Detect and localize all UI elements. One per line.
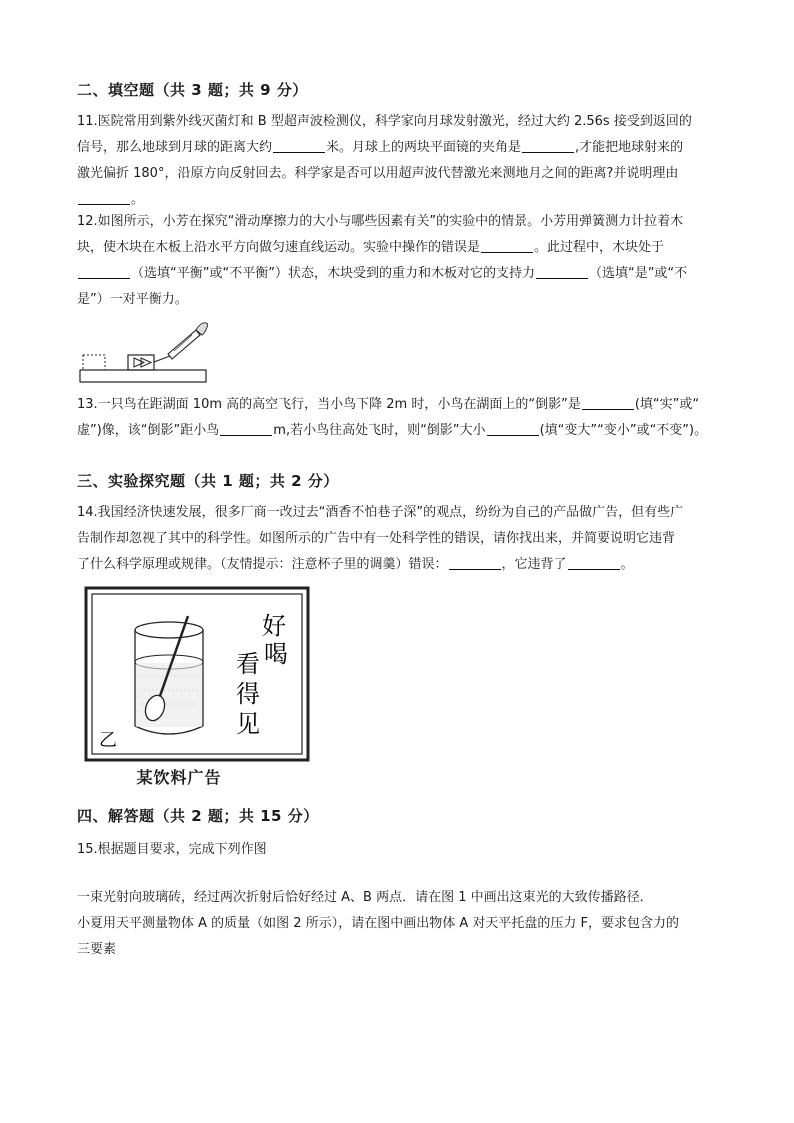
q15-line: 15.根据题目要求，完成下列作图: [77, 842, 267, 857]
answer-blank[interactable]: [78, 264, 130, 279]
question-11: [77, 109, 727, 213]
answer-blank[interactable]: [522, 138, 574, 153]
q13-text: m,若小鸟往高处飞时，则“倒影”大小: [273, 423, 486, 438]
q14-text: ，它违背了: [501, 557, 567, 572]
q13-text: (填“实”或“: [634, 397, 700, 412]
q12-line4: 是”）一对平衡力。: [77, 292, 188, 307]
question-15: [77, 837, 727, 863]
q11-line1: 11.医院常用到紫外线灭菌灯和 B 型超声波检测仪，科学家向月球发射激光，经过大约 2.56s 接受到返回的: [77, 114, 692, 129]
q11-text: 。: [131, 192, 145, 207]
q13-text: 13.一只鸟在距湖面 10m 高的高空飞行，当小鸟下降 2m 时，小鸟在湖面上的“倒影”是: [77, 397, 581, 412]
q12-line3: [77, 261, 727, 287]
q12-line1: 12.如图所示，小芳在探究“滑动摩擦力的大小与哪些因素有关”的实验中的情景。小芳用弹簧测力计拉着木: [77, 214, 684, 229]
question-14: [77, 500, 727, 578]
ad-slogan-char: 见: [236, 710, 260, 738]
q15-sub2-line1: 小夏用天平测量物体 A 的质量（如图 2 所示），请在图中画出物体 A 对天平托盘的压力 F，要求包含力的: [77, 916, 679, 931]
section-title-fill-blank: 二、填空题（共 3 题；共 9 分）: [77, 81, 308, 99]
question-12: [77, 209, 727, 313]
q13-line2: [77, 418, 727, 444]
q15-sub1: 一束光射向玻璃砖，经过两次折射后恰好经过 A、B 两点．请在图 1 中画出这束光的大致传播路径．: [77, 890, 653, 905]
section-title-answer: 四、解答题（共 2 题；共 15 分）: [77, 807, 319, 825]
answer-blank[interactable]: [449, 555, 501, 570]
q12-text: 块，使木块在木板上沿水平方向做匀速直线运动。实验中操作的错误是: [77, 240, 481, 255]
answer-blank[interactable]: [481, 238, 533, 253]
answer-blank[interactable]: [582, 395, 634, 410]
q11-line2: [77, 135, 727, 161]
ad-corner-label: 乙: [99, 730, 117, 751]
q11-line3: 激光偏折 180°，沿原方向反射回去。科学家是否可以用超声波代替激光来测地月之间的距离?并说明理由: [77, 166, 679, 181]
answer-blank[interactable]: [220, 421, 272, 436]
ad-slogan-char: 好: [262, 612, 286, 640]
section-title-experiment: 三、实验探究题（共 1 题；共 2 分）: [77, 472, 339, 490]
answer-blank[interactable]: [487, 421, 539, 436]
answer-blank[interactable]: [273, 138, 325, 153]
q13-text: 虚”)像，该“倒影”距小鸟: [77, 423, 220, 438]
ad-caption: 某饮料广告: [136, 768, 222, 787]
drink-ad-figure: [84, 586, 310, 792]
q11-text: 米。月球上的两块平面镜的夹角是: [326, 140, 522, 155]
friction-experiment-figure: [78, 318, 208, 386]
q14-line2: 告制作却忽视了其中的科学性。如图所示的广告中有一处科学性的错误，请你找出来，并简要说明它违背: [77, 531, 676, 546]
q13-line1: [77, 392, 727, 418]
q14-text: 了什么科学原理或规律。（友情提示：注意杯子里的调羹）错误：: [77, 557, 448, 572]
question-15-subparts: [77, 885, 727, 963]
q12-line2: [77, 235, 727, 261]
q13-text: (填“变大”“变小”或“不变”)。: [539, 423, 708, 438]
q14-line1: 14.我国经济快速发展，很多厂商一改过去“酒香不怕巷子深”的观点，纷纷为自己的产品做广告，但有些广: [77, 505, 684, 520]
q15-sub2-line2: 三要素: [77, 942, 117, 957]
ad-slogan-char: 得: [236, 680, 260, 708]
answer-blank[interactable]: [78, 190, 130, 205]
question-13: [77, 392, 727, 444]
q12-text: （选填“平衡”或“不平衡”）状态，木块受到的重力和木板对它的支持力: [131, 266, 535, 281]
answer-blank[interactable]: [536, 264, 588, 279]
q12-text: （选填“是”或“不: [588, 266, 688, 281]
answer-blank[interactable]: [568, 555, 620, 570]
q12-text: 。此过程中，木块处于: [534, 240, 665, 255]
ad-slogan-char: 看: [236, 650, 260, 678]
q14-text: 。: [620, 557, 634, 572]
q11-text: 信号，那么地球到月球的距离大约: [77, 140, 273, 155]
ad-slogan-char: 喝: [264, 640, 288, 668]
q14-line3: [77, 552, 727, 578]
q11-text: ,才能把地球射来的: [575, 140, 684, 155]
